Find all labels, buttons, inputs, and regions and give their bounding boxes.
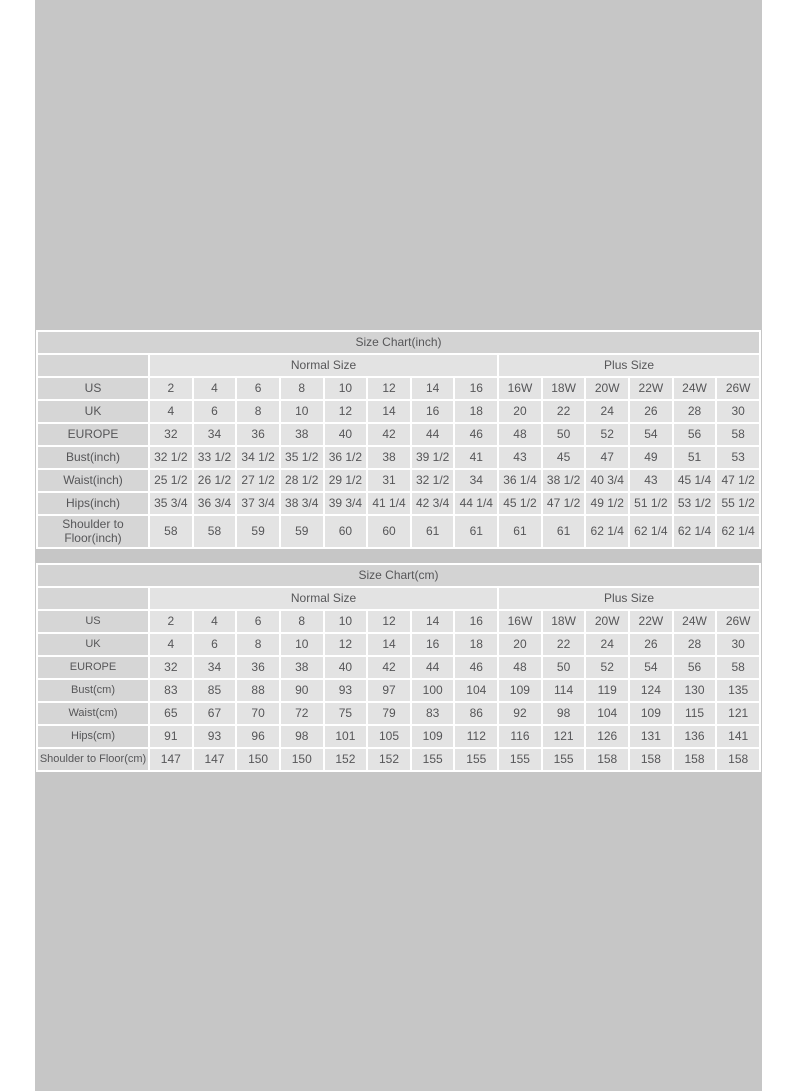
table-cell: 53 1/2 (674, 493, 716, 514)
table-cell: 38 (281, 657, 323, 678)
table-cell: 10 (325, 611, 367, 632)
table-cell: 39 3/4 (325, 493, 367, 514)
table-cell: 16 (455, 611, 497, 632)
table-cell: 48 (499, 657, 541, 678)
table-cell: 32 (150, 424, 192, 445)
table-cell: 53 (717, 447, 759, 468)
table-cell: 39 1/2 (412, 447, 454, 468)
table-cell: 100 (412, 680, 454, 701)
table-cell: 96 (237, 726, 279, 747)
table-cell: 18W (543, 611, 585, 632)
table-cell: 158 (717, 749, 759, 770)
row-label: UK (38, 401, 148, 422)
table-cell: 112 (455, 726, 497, 747)
table-cell: 86 (455, 703, 497, 724)
table-cell: 8 (281, 378, 323, 399)
table-cell: 126 (586, 726, 628, 747)
table-cell: 18 (455, 634, 497, 655)
table-cell: 58 (194, 516, 236, 547)
table-cell: 147 (150, 749, 192, 770)
table-cell: 135 (717, 680, 759, 701)
table-cell: 14 (412, 611, 454, 632)
table-cell: 20 (499, 634, 541, 655)
table-cell: 60 (368, 516, 410, 547)
table-cell: 26W (717, 611, 759, 632)
table-cell: 104 (586, 703, 628, 724)
table-cell: 16W (499, 378, 541, 399)
table-cell: 93 (194, 726, 236, 747)
table-title: Size Chart(inch) (38, 332, 759, 353)
table-cell: 54 (630, 657, 672, 678)
table-cell: 26 (630, 634, 672, 655)
table-cell: 152 (368, 749, 410, 770)
table-cell: 45 1/4 (674, 470, 716, 491)
table-cell: 45 (543, 447, 585, 468)
table-cell: 158 (674, 749, 716, 770)
table-cell: 46 (455, 424, 497, 445)
table-cell: 35 3/4 (150, 493, 192, 514)
table-cell: 26 (630, 401, 672, 422)
table-cell: 101 (325, 726, 367, 747)
table-cell: 22 (543, 401, 585, 422)
table-cell: 75 (325, 703, 367, 724)
row-label: UK (38, 634, 148, 655)
table-cell: 8 (237, 401, 279, 422)
table-cell: 50 (543, 424, 585, 445)
table-cell: 34 (455, 470, 497, 491)
table-cell: 85 (194, 680, 236, 701)
table-cell: 42 (368, 424, 410, 445)
table-cell: 93 (325, 680, 367, 701)
table-cell: 42 3/4 (412, 493, 454, 514)
table-cell: 24 (586, 401, 628, 422)
table-cell: 44 (412, 657, 454, 678)
table-cell: 18 (455, 401, 497, 422)
table-cell: 62 1/4 (717, 516, 759, 547)
table-cell: 49 (630, 447, 672, 468)
column-group-header: Plus Size (499, 355, 759, 376)
table-cell: 59 (281, 516, 323, 547)
table-cell: 43 (499, 447, 541, 468)
table-cell: 47 1/2 (717, 470, 759, 491)
table-row (38, 493, 759, 514)
corner-cell (38, 588, 148, 609)
table-cell: 41 1/4 (368, 493, 410, 514)
table-cell: 62 1/4 (674, 516, 716, 547)
table-cell: 46 (455, 657, 497, 678)
table-cell: 50 (543, 657, 585, 678)
table-cell: 6 (237, 378, 279, 399)
table-cell: 98 (543, 703, 585, 724)
table-cell: 18W (543, 378, 585, 399)
table-cell: 97 (368, 680, 410, 701)
row-label: Waist(cm) (38, 703, 148, 724)
table-cell: 34 (194, 657, 236, 678)
table-cell: 38 (368, 447, 410, 468)
column-group-header: Normal Size (150, 355, 497, 376)
table-cell: 20 (499, 401, 541, 422)
table-cell: 12 (325, 634, 367, 655)
table-cell: 158 (630, 749, 672, 770)
table-cell: 61 (543, 516, 585, 547)
row-label: Shoulder to Floor(cm) (38, 749, 148, 770)
table-cell: 155 (499, 749, 541, 770)
table-cell: 62 1/4 (586, 516, 628, 547)
table-cell: 121 (717, 703, 759, 724)
table-cell: 79 (368, 703, 410, 724)
table-cell: 12 (325, 401, 367, 422)
table-cell: 119 (586, 680, 628, 701)
table-row (38, 703, 759, 724)
table-cell: 56 (674, 657, 716, 678)
table-cell: 26 1/2 (194, 470, 236, 491)
table-cell: 131 (630, 726, 672, 747)
table-cell: 14 (412, 378, 454, 399)
table-cell: 152 (325, 749, 367, 770)
table-cell: 121 (543, 726, 585, 747)
table-cell: 109 (412, 726, 454, 747)
table-cell: 150 (237, 749, 279, 770)
table-cell: 34 (194, 424, 236, 445)
table-cell: 51 1/2 (630, 493, 672, 514)
table-cell: 40 3/4 (586, 470, 628, 491)
size-chart-inch-table (36, 330, 761, 549)
between-tables-spacer (35, 549, 762, 563)
table-cell: 48 (499, 424, 541, 445)
table-row (38, 470, 759, 491)
row-label: US (38, 611, 148, 632)
table-cell: 4 (194, 611, 236, 632)
table-row (38, 726, 759, 747)
table-cell: 114 (543, 680, 585, 701)
table-cell: 24 (586, 634, 628, 655)
table-cell: 2 (150, 611, 192, 632)
table-cell: 60 (325, 516, 367, 547)
table-cell: 55 1/2 (717, 493, 759, 514)
table-cell: 40 (325, 657, 367, 678)
table-cell: 36 1/2 (325, 447, 367, 468)
row-label: Hips(cm) (38, 726, 148, 747)
table-cell: 155 (412, 749, 454, 770)
column-group-header: Normal Size (150, 588, 497, 609)
table-cell: 35 1/2 (281, 447, 323, 468)
table-cell: 14 (368, 634, 410, 655)
table-row (38, 634, 759, 655)
table-cell: 65 (150, 703, 192, 724)
table-row (38, 378, 759, 399)
table-cell: 34 1/2 (237, 447, 279, 468)
table-cell: 155 (543, 749, 585, 770)
table-cell: 28 (674, 634, 716, 655)
table-cell: 16 (455, 378, 497, 399)
row-label: EUROPE (38, 424, 148, 445)
table-cell: 31 (368, 470, 410, 491)
table-cell: 51 (674, 447, 716, 468)
table-cell: 83 (412, 703, 454, 724)
table-cell: 67 (194, 703, 236, 724)
table-cell: 105 (368, 726, 410, 747)
table-cell: 22W (630, 378, 672, 399)
table-cell: 52 (586, 424, 628, 445)
table-row (38, 611, 759, 632)
table-cell: 10 (281, 634, 323, 655)
column-group-header: Plus Size (499, 588, 759, 609)
table-cell: 20W (586, 611, 628, 632)
table-cell: 40 (325, 424, 367, 445)
table-cell: 24W (674, 378, 716, 399)
table-cell: 44 (412, 424, 454, 445)
table-cell: 20W (586, 378, 628, 399)
table-cell: 155 (455, 749, 497, 770)
table-cell: 36 (237, 657, 279, 678)
table-cell: 38 3/4 (281, 493, 323, 514)
table-cell: 36 1/4 (499, 470, 541, 491)
table-cell: 59 (237, 516, 279, 547)
table-cell: 22W (630, 611, 672, 632)
table-cell: 72 (281, 703, 323, 724)
table-cell: 88 (237, 680, 279, 701)
table-cell: 14 (368, 401, 410, 422)
table-cell: 36 3/4 (194, 493, 236, 514)
table-cell: 36 (237, 424, 279, 445)
table-cell: 29 1/2 (325, 470, 367, 491)
table-cell: 10 (281, 401, 323, 422)
table-cell: 24W (674, 611, 716, 632)
table-cell: 49 1/2 (586, 493, 628, 514)
table-cell: 28 (674, 401, 716, 422)
table-cell: 56 (674, 424, 716, 445)
table-cell: 38 1/2 (543, 470, 585, 491)
table-cell: 115 (674, 703, 716, 724)
table-cell: 2 (150, 378, 192, 399)
row-label: Hips(inch) (38, 493, 148, 514)
table-cell: 32 1/2 (412, 470, 454, 491)
table-cell: 16W (499, 611, 541, 632)
table-cell: 104 (455, 680, 497, 701)
table-cell: 58 (717, 657, 759, 678)
table-row (38, 516, 759, 547)
corner-cell (38, 355, 148, 376)
table-cell: 91 (150, 726, 192, 747)
table-cell: 30 (717, 634, 759, 655)
table-cell: 54 (630, 424, 672, 445)
table-row (38, 657, 759, 678)
table-cell: 58 (150, 516, 192, 547)
table-cell: 43 (630, 470, 672, 491)
row-label: Shoulder to Floor(inch) (38, 516, 148, 547)
table-cell: 41 (455, 447, 497, 468)
table-cell: 32 (150, 657, 192, 678)
table-row (38, 447, 759, 468)
table-cell: 109 (499, 680, 541, 701)
table-cell: 6 (194, 401, 236, 422)
table-cell: 4 (150, 634, 192, 655)
table-cell: 22 (543, 634, 585, 655)
table-cell: 52 (586, 657, 628, 678)
table-cell: 83 (150, 680, 192, 701)
table-cell: 98 (281, 726, 323, 747)
table-row (38, 680, 759, 701)
table-cell: 37 3/4 (237, 493, 279, 514)
table-cell: 12 (368, 611, 410, 632)
row-label: Bust(inch) (38, 447, 148, 468)
table-cell: 30 (717, 401, 759, 422)
table-row (38, 401, 759, 422)
row-label: Waist(inch) (38, 470, 148, 491)
table-cell: 147 (194, 749, 236, 770)
table-cell: 124 (630, 680, 672, 701)
row-label: EUROPE (38, 657, 148, 678)
table-cell: 6 (237, 611, 279, 632)
table-cell: 47 (586, 447, 628, 468)
top-spacer (35, 0, 762, 330)
table-cell: 16 (412, 634, 454, 655)
table-cell: 70 (237, 703, 279, 724)
row-label: Bust(cm) (38, 680, 148, 701)
table-title: Size Chart(cm) (38, 565, 759, 586)
table-cell: 90 (281, 680, 323, 701)
table-cell: 8 (281, 611, 323, 632)
table-cell: 25 1/2 (150, 470, 192, 491)
table-cell: 10 (325, 378, 367, 399)
table-cell: 130 (674, 680, 716, 701)
table-cell: 58 (717, 424, 759, 445)
table-cell: 33 1/2 (194, 447, 236, 468)
table-cell: 27 1/2 (237, 470, 279, 491)
table-cell: 61 (455, 516, 497, 547)
table-row (38, 424, 759, 445)
table-cell: 4 (194, 378, 236, 399)
table-cell: 28 1/2 (281, 470, 323, 491)
table-cell: 44 1/4 (455, 493, 497, 514)
table-cell: 12 (368, 378, 410, 399)
table-cell: 158 (586, 749, 628, 770)
table-cell: 116 (499, 726, 541, 747)
table-cell: 4 (150, 401, 192, 422)
table-cell: 8 (237, 634, 279, 655)
table-cell: 150 (281, 749, 323, 770)
table-cell: 61 (412, 516, 454, 547)
table-cell: 45 1/2 (499, 493, 541, 514)
table-cell: 32 1/2 (150, 447, 192, 468)
table-cell: 6 (194, 634, 236, 655)
table-row (38, 749, 759, 770)
row-label: US (38, 378, 148, 399)
table-cell: 38 (281, 424, 323, 445)
table-cell: 42 (368, 657, 410, 678)
table-cell: 62 1/4 (630, 516, 672, 547)
table-cell: 26W (717, 378, 759, 399)
table-cell: 61 (499, 516, 541, 547)
table-cell: 141 (717, 726, 759, 747)
table-cell: 16 (412, 401, 454, 422)
size-chart-cm-table (36, 563, 761, 772)
table-cell: 47 1/2 (543, 493, 585, 514)
table-cell: 109 (630, 703, 672, 724)
content-panel (35, 0, 762, 1091)
table-cell: 136 (674, 726, 716, 747)
table-cell: 92 (499, 703, 541, 724)
